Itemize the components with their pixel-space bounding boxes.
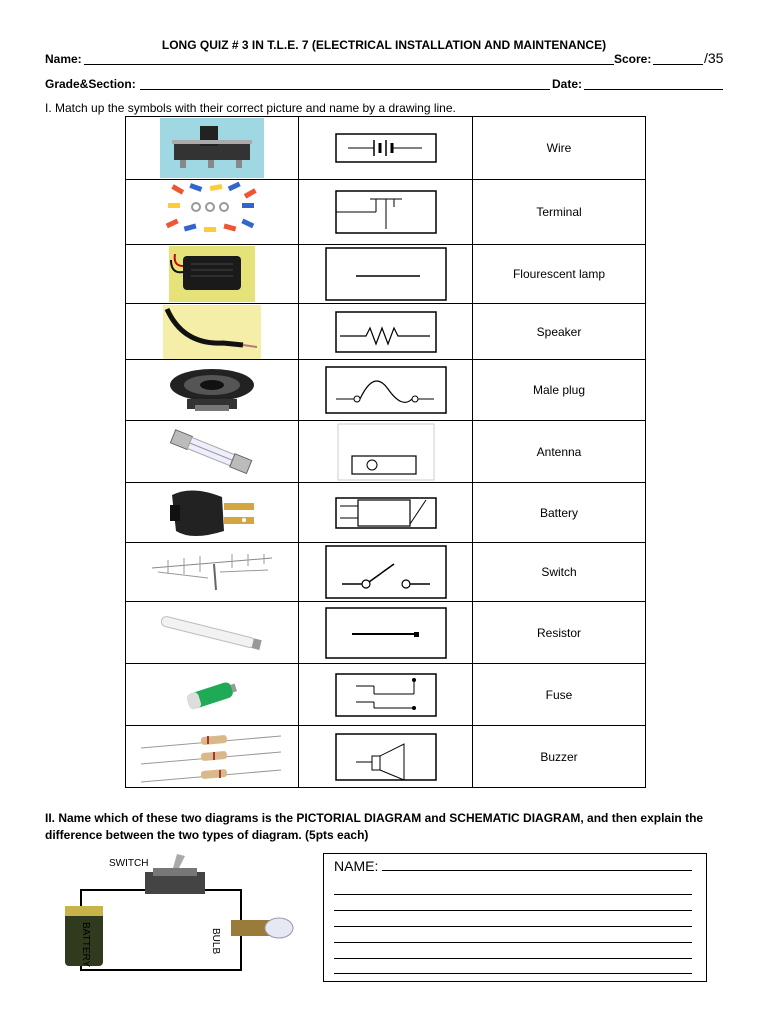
battery-picture: [126, 675, 298, 715]
antenna-symbol: [299, 189, 472, 235]
table-row: [126, 602, 646, 664]
table-row: [126, 421, 646, 483]
answer-line[interactable]: [334, 894, 692, 895]
terminal-symbol: [299, 606, 472, 660]
quiz-title: LONG QUIZ # 3 IN T.L.E. 7 (ELECTRICAL INSTALLATION AND MAINTENANCE): [161, 38, 607, 52]
part1-instruction: I. Match up the symbols with their correct picture and name by a drawing line.: [45, 101, 456, 115]
table-row: [126, 117, 646, 180]
wire-picture: [126, 305, 298, 359]
table-row: [126, 483, 646, 543]
answer-name-line[interactable]: [382, 870, 692, 871]
date-line[interactable]: [584, 89, 723, 90]
item-name-8: Switch: [473, 543, 646, 602]
antenna-picture: [126, 552, 298, 592]
item-name-11: Buzzer: [473, 726, 646, 788]
table-row: [126, 543, 646, 602]
grade-section-label: Grade&Section:: [45, 77, 136, 91]
answer-line[interactable]: [334, 910, 692, 911]
table-row: [126, 304, 646, 360]
matching-table: [125, 116, 646, 788]
answer-name-label: NAME:: [334, 858, 379, 874]
item-name-4: Speaker: [473, 304, 646, 360]
table-row: [126, 664, 646, 726]
item-name-9: Resistor: [473, 602, 646, 664]
item-name-5: Male plug: [473, 360, 646, 421]
resistors-picture: [126, 728, 298, 786]
table-row: [126, 360, 646, 421]
item-name-1: Wire: [473, 117, 646, 180]
grade-section-line[interactable]: [140, 89, 550, 90]
battery-symbol: [299, 132, 472, 164]
score-label: Score:: [614, 52, 652, 66]
buzzer-picture: [126, 246, 298, 302]
item-name-2: Terminal: [473, 180, 646, 245]
score-line[interactable]: [653, 64, 703, 65]
battery-label: BATTERY: [80, 922, 91, 968]
bulb-label: BULB: [210, 928, 221, 955]
answer-line[interactable]: [334, 926, 692, 927]
answer-line[interactable]: [334, 942, 692, 943]
fuse-picture: [126, 423, 298, 481]
answer-box[interactable]: [323, 853, 707, 982]
table-row: [126, 726, 646, 788]
answer-line[interactable]: [334, 973, 692, 974]
name-line[interactable]: [84, 64, 614, 65]
date-label: Date:: [552, 77, 583, 91]
part2-instruction: II. Name which of these two diagrams is the PICTORIAL DIAGRAM and SCHEMATIC DIAGRAM, and then explain the difference between the two types of diagram. (5pts each): [45, 811, 704, 842]
lamp-symbol: [299, 422, 472, 482]
resistor-symbol: [299, 310, 472, 354]
pictorial-diagram: [45, 852, 315, 982]
item-name-10: Fuse: [473, 664, 646, 726]
table-row: [126, 180, 646, 245]
name-label: Name:: [45, 52, 82, 66]
item-name-3: Flourescent lamp: [473, 245, 646, 304]
male-plug-picture: [126, 485, 298, 541]
speaker-symbol: [299, 732, 472, 782]
item-name-7: Battery: [473, 483, 646, 543]
wire-symbol: [299, 246, 472, 302]
wire-terminals-picture: [126, 181, 298, 243]
switch-label: SWITCH: [109, 858, 149, 869]
item-name-6: Antenna: [473, 421, 646, 483]
speaker-picture: [126, 367, 298, 413]
switch-symbol: [299, 544, 472, 600]
table-row: [126, 245, 646, 304]
slide-switch-picture: [126, 118, 298, 178]
fuse-symbol: [299, 365, 472, 415]
score-total: /35: [704, 50, 724, 66]
male-plug-symbol: [299, 672, 472, 718]
answer-line[interactable]: [334, 958, 692, 959]
plug-symbol: [299, 496, 472, 530]
fluorescent-lamp-picture: [126, 613, 298, 653]
